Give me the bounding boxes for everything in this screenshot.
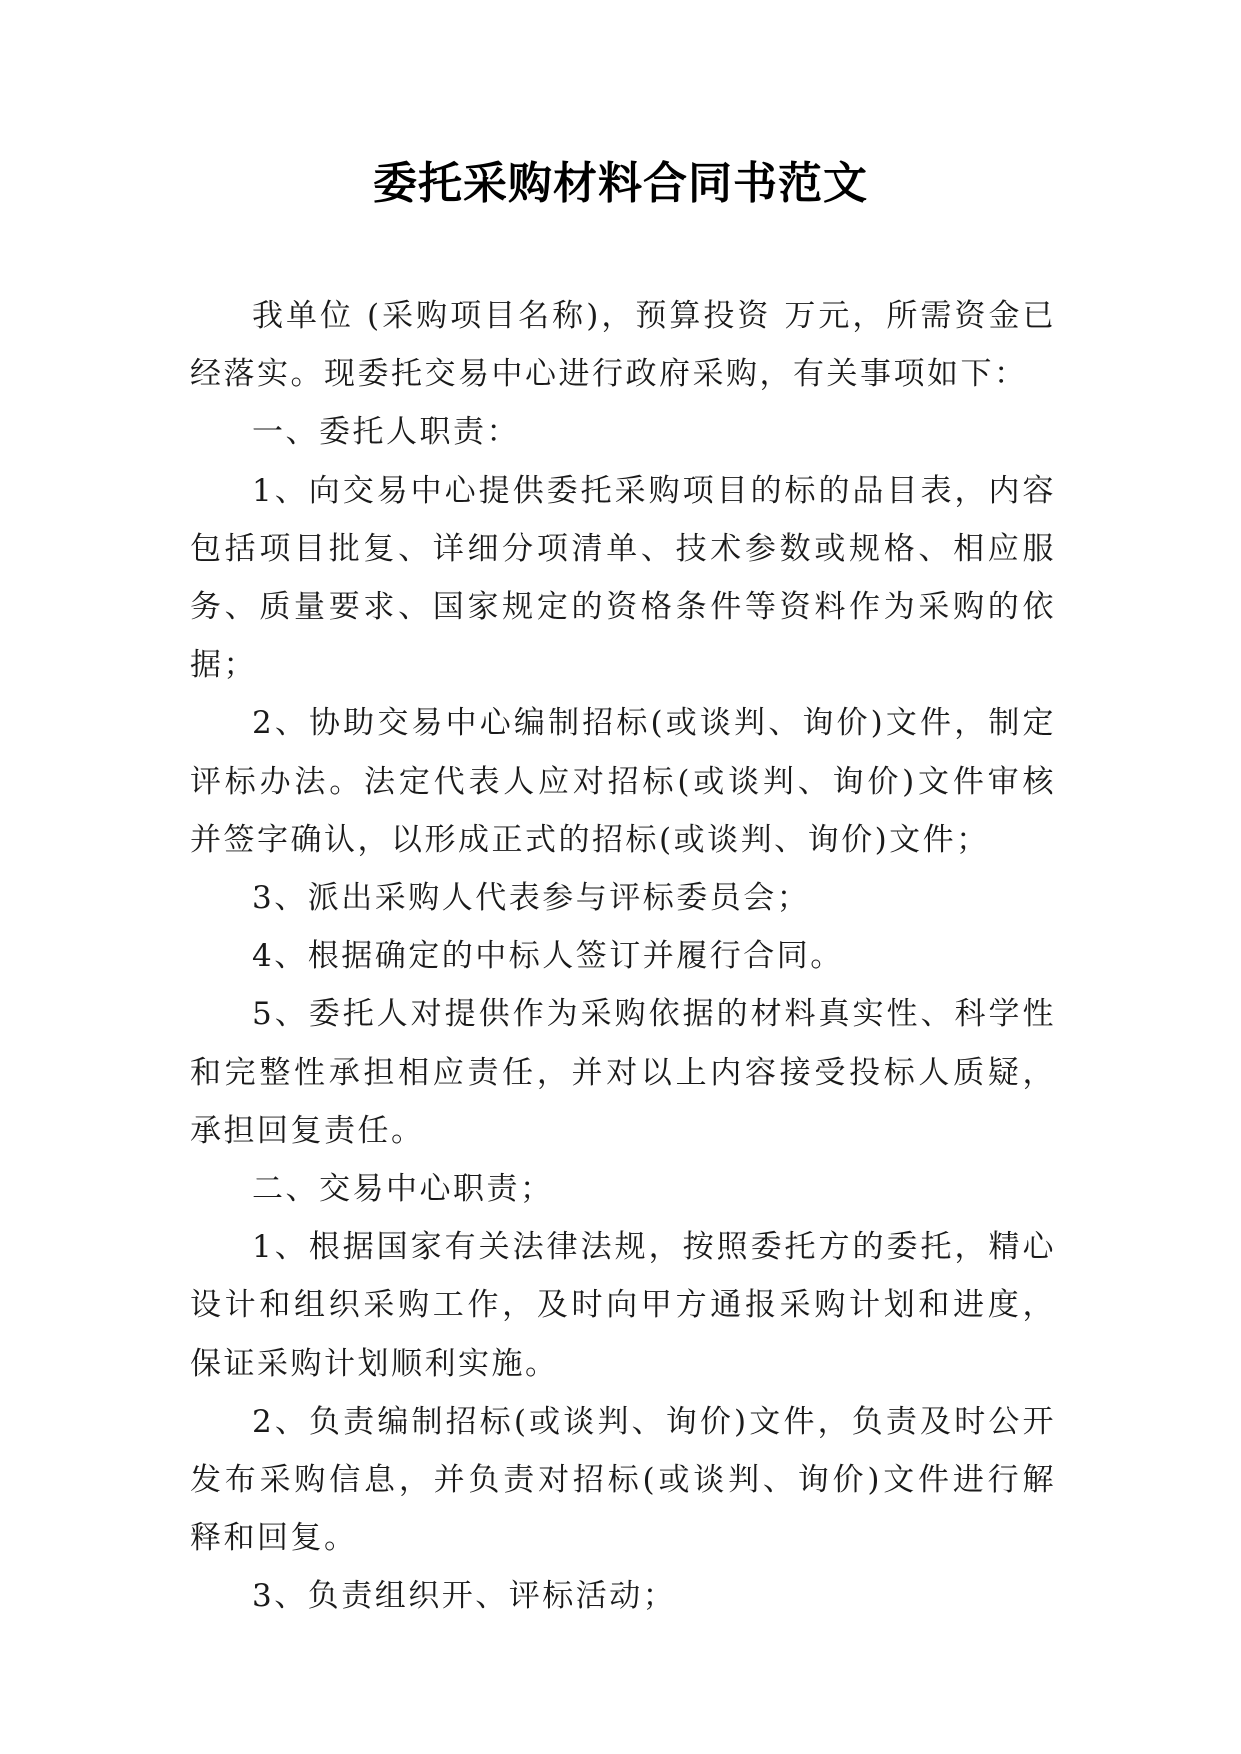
paragraph-client-duty-1: 1、向交易中心提供委托采购项目的标的品目表，内容包括项目批复、详细分项清单、技术参数或规格、相应服务、质量要求、国家规定的资格条件等资料作为采购的依据； bbox=[190, 472, 1056, 684]
paragraph-client-duty-5: 5、委托人对提供作为采购依据的材料真实性、科学性和完整性承担相应责任，并对以上内容接受投标人质疑，承担回复责任。 bbox=[190, 996, 1056, 1149]
paragraph-client-duty-3: 3、派出采购人代表参与评标委员会； bbox=[252, 880, 811, 917]
paragraph-center-duty-3: 3、负责组织开、评标活动； bbox=[252, 1578, 677, 1615]
paragraph-center-duty-1: 1、根据国家有关法律法规，按照委托方的委托，精心设计和组织采购工作，及时向甲方通报采购计划和进度，保证采购计划顺利实施。 bbox=[190, 1229, 1056, 1382]
paragraph-intro: 我单位 (采购项目名称)，预算投资 万元，所需资金已经落实。现委托交易中心进行政府采购，有关事项如下： bbox=[190, 298, 1056, 393]
section-heading-center-duties: 二、交易中心职责； bbox=[252, 1171, 554, 1208]
document-body bbox=[190, 287, 1056, 1626]
paragraph-client-duty-4: 4、根据确定的中标人签订并履行合同。 bbox=[252, 938, 844, 975]
paragraph-client-duty-2: 2、协助交易中心编制招标(或谈判、询价)文件，制定评标办法。法定代表人应对招标(或谈判、询价)文件审核并签字确认，以形成正式的招标(或谈判、询价)文件； bbox=[190, 705, 1056, 858]
document-title: 委托采购材料合同书范文 bbox=[373, 158, 868, 209]
section-heading-client-duties: 一、委托人职责： bbox=[252, 414, 520, 451]
paragraph-center-duty-2: 2、负责编制招标(或谈判、询价)文件，负责及时公开发布采购信息，并负责对招标(或谈判、询价)文件进行解释和回复。 bbox=[190, 1403, 1056, 1557]
